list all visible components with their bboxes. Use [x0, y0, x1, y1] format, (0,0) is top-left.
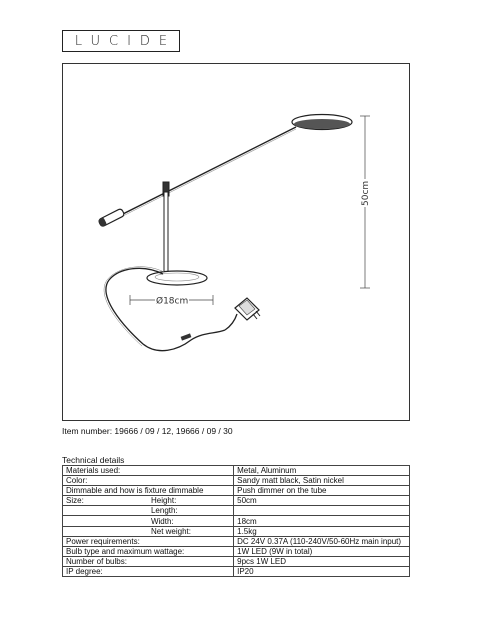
technical-details-title: Technical details: [62, 455, 125, 465]
spec-sublabel: Width:: [148, 516, 234, 526]
spec-label: Dimmable and how is fixture dimmable: [63, 486, 234, 496]
spec-row-width: [63, 516, 410, 526]
counterweight-tube: [98, 208, 125, 227]
spec-sublabel: Net weight:: [148, 526, 234, 536]
spec-label: [63, 526, 148, 536]
spec-label: [63, 516, 148, 526]
spec-row-materials: [63, 466, 410, 476]
lamp-technical-drawing: [63, 64, 411, 422]
spec-value: Push dimmer on the tube: [234, 486, 410, 496]
spec-label: IP degree:: [63, 566, 234, 576]
spec-label: [63, 506, 148, 516]
spec-row-length: [63, 506, 410, 516]
lamp-stem: [164, 192, 168, 276]
logo-text: LUCIDE: [74, 33, 177, 49]
spec-value: Sandy matt black, Satin nickel: [234, 476, 410, 486]
spec-value: 18cm: [234, 516, 410, 526]
spec-value: 1.5kg: [234, 526, 410, 536]
spec-row-bulb-type: [63, 546, 410, 556]
spec-label: Color:: [63, 476, 234, 486]
spec-label: Number of bulbs:: [63, 556, 234, 566]
spec-value: 50cm: [234, 496, 410, 506]
lamp-arm: [109, 127, 296, 221]
spec-row-color: [63, 476, 410, 486]
spec-row-net-weight: [63, 526, 410, 536]
height-dim-label: 50cm: [361, 180, 371, 206]
technical-details-table: [62, 465, 410, 577]
spec-row-power: [63, 536, 410, 546]
spec-value: DC 24V 0.37A (110-240V/50-60Hz main input): [234, 536, 410, 546]
lamp-arm-shade: [111, 129, 296, 222]
brand-logo: [62, 30, 180, 52]
spec-value: IP20: [234, 566, 410, 576]
power-adapter: [225, 298, 260, 330]
spec-label: Bulb type and maximum wattage:: [63, 546, 234, 556]
item-number: Item number: 19666 / 09 / 12, 19666 / 09 / 30: [62, 426, 233, 436]
spec-label: Materials used:: [63, 466, 234, 476]
spec-value: 1W LED (9W in total): [234, 546, 410, 556]
product-drawing-frame: [62, 63, 410, 421]
lamp-head-underside: [294, 119, 350, 129]
spec-value: Metal, Aluminum: [234, 466, 410, 476]
spec-label: Size:: [63, 496, 148, 506]
spec-row-ip-degree: [63, 566, 410, 576]
spec-label: Power requirements:: [63, 536, 234, 546]
spec-row-bulb-count: [63, 556, 410, 566]
spec-value: 9pcs 1W LED: [234, 556, 410, 566]
spec-value: [234, 506, 410, 516]
cable-connector: [181, 333, 192, 340]
spec-row-height: [63, 496, 410, 506]
diameter-dim-label: Ø18cm: [156, 296, 189, 307]
spec-sublabel: Length:: [148, 506, 234, 516]
spec-row-dimmable: [63, 486, 410, 496]
spec-sublabel: Height:: [148, 496, 234, 506]
